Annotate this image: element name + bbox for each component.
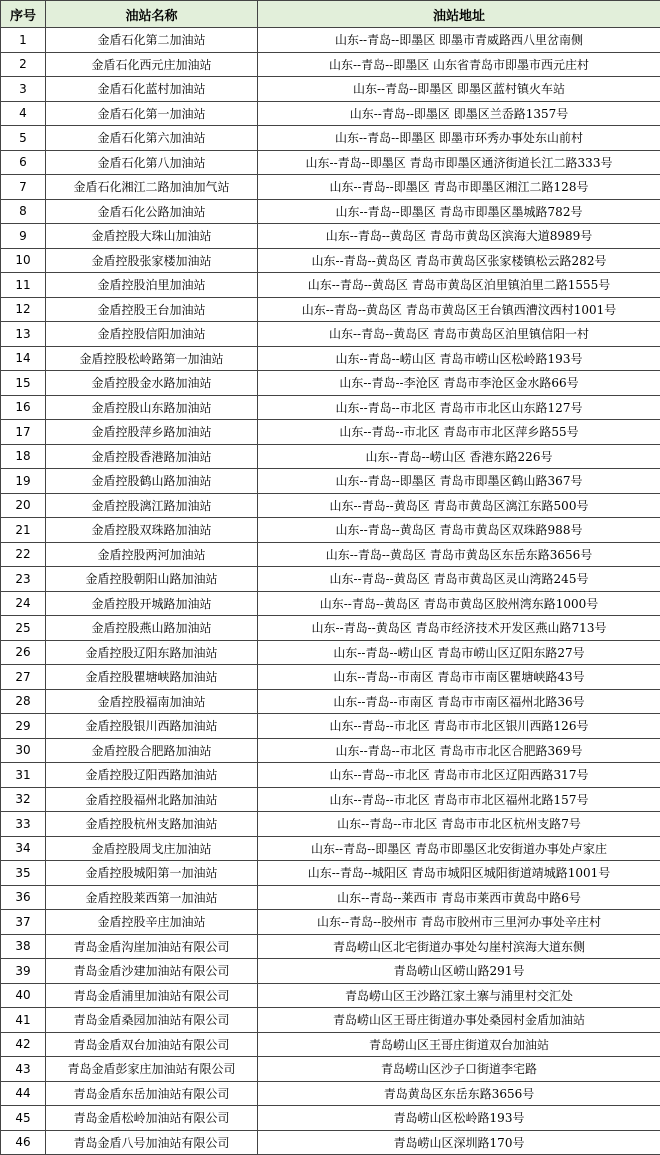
station-name: 金盾石化西元庄加油站 xyxy=(46,52,258,77)
station-name: 金盾控股莱西第一加油站 xyxy=(46,885,258,910)
station-address: 山东--青岛--市北区 青岛市市北区福州北路157号 xyxy=(258,787,660,812)
row-index: 27 xyxy=(1,665,46,690)
station-name: 金盾控股松岭路第一加油站 xyxy=(46,346,258,371)
row-index: 40 xyxy=(1,983,46,1008)
row-index: 6 xyxy=(1,150,46,175)
row-index: 3 xyxy=(1,77,46,102)
station-address: 青岛崂山区王哥庄街道办事处桑园村金盾加油站 xyxy=(258,1008,660,1033)
station-address: 山东--青岛--黄岛区 青岛市黄岛区双珠路988号 xyxy=(258,518,660,543)
station-name: 青岛金盾双台加油站有限公司 xyxy=(46,1032,258,1057)
station-name: 金盾控股鹤山路加油站 xyxy=(46,469,258,494)
header-address: 油站地址 xyxy=(258,1,660,28)
station-address: 山东--青岛--即墨区 青岛市即墨区湘江二路128号 xyxy=(258,175,660,200)
table-row xyxy=(1,346,660,371)
table-row xyxy=(1,787,660,812)
station-address: 山东--青岛--崂山区 青岛市崂山区松岭路193号 xyxy=(258,346,660,371)
table-row xyxy=(1,224,660,249)
station-name: 金盾石化第六加油站 xyxy=(46,126,258,151)
table-row xyxy=(1,297,660,322)
station-name: 金盾控股张家楼加油站 xyxy=(46,248,258,273)
station-address: 山东--青岛--即墨区 即墨市环秀办事处东山前村 xyxy=(258,126,660,151)
row-index: 30 xyxy=(1,738,46,763)
table-row xyxy=(1,28,660,53)
row-index: 10 xyxy=(1,248,46,273)
row-index: 16 xyxy=(1,395,46,420)
table-row xyxy=(1,175,660,200)
station-name: 青岛金盾沙建加油站有限公司 xyxy=(46,959,258,984)
row-index: 35 xyxy=(1,861,46,886)
row-index: 28 xyxy=(1,689,46,714)
station-name: 金盾控股辽阳西路加油站 xyxy=(46,763,258,788)
table-row xyxy=(1,934,660,959)
station-address: 山东--青岛--市北区 青岛市市北区山东路127号 xyxy=(258,395,660,420)
station-name: 青岛金盾松岭加油站有限公司 xyxy=(46,1106,258,1131)
table-row xyxy=(1,616,660,641)
station-address: 山东--青岛--李沧区 青岛市李沧区金水路66号 xyxy=(258,371,660,396)
table-row xyxy=(1,959,660,984)
row-index: 8 xyxy=(1,199,46,224)
station-address: 山东--青岛--市北区 青岛市市北区辽阳西路317号 xyxy=(258,763,660,788)
station-address: 山东--青岛--市北区 青岛市市北区杭州支路7号 xyxy=(258,812,660,837)
station-name: 金盾控股瞿塘峡路加油站 xyxy=(46,665,258,690)
row-index: 31 xyxy=(1,763,46,788)
station-name: 金盾控股辛庄加油站 xyxy=(46,910,258,935)
station-name: 金盾控股泊里加油站 xyxy=(46,273,258,298)
station-address: 山东--青岛--黄岛区 青岛市黄岛区漓江东路500号 xyxy=(258,493,660,518)
table-row xyxy=(1,273,660,298)
station-name: 金盾石化第八加油站 xyxy=(46,150,258,175)
table-body xyxy=(1,28,660,1155)
station-address: 山东--青岛--即墨区 即墨区兰岙路1357号 xyxy=(258,101,660,126)
station-address: 山东--青岛--胶州市 青岛市胶州市三里河办事处辛庄村 xyxy=(258,910,660,935)
station-name: 金盾控股朝阳山路加油站 xyxy=(46,567,258,592)
station-address: 山东--青岛--即墨区 山东省青岛市即墨市西元庄村 xyxy=(258,52,660,77)
table-row xyxy=(1,493,660,518)
row-index: 2 xyxy=(1,52,46,77)
station-name: 金盾控股杭州支路加油站 xyxy=(46,812,258,837)
station-name: 青岛金盾沟崖加油站有限公司 xyxy=(46,934,258,959)
row-index: 4 xyxy=(1,101,46,126)
row-index: 38 xyxy=(1,934,46,959)
station-address: 青岛崂山区北宅街道办事处勾崖村滨海大道东侧 xyxy=(258,934,660,959)
row-index: 25 xyxy=(1,616,46,641)
table-row xyxy=(1,714,660,739)
station-address: 青岛崂山区王沙路江家土寨与浦里村交汇处 xyxy=(258,983,660,1008)
station-name: 金盾石化蓝村加油站 xyxy=(46,77,258,102)
row-index: 17 xyxy=(1,420,46,445)
row-index: 36 xyxy=(1,885,46,910)
table-header xyxy=(1,1,660,28)
row-index: 11 xyxy=(1,273,46,298)
station-name: 金盾控股城阳第一加油站 xyxy=(46,861,258,886)
table-row xyxy=(1,1106,660,1131)
row-index: 21 xyxy=(1,518,46,543)
station-name: 金盾控股信阳加油站 xyxy=(46,322,258,347)
table-row xyxy=(1,518,660,543)
table-row xyxy=(1,542,660,567)
table-row xyxy=(1,738,660,763)
table-row xyxy=(1,910,660,935)
station-name: 金盾控股银川西路加油站 xyxy=(46,714,258,739)
table-row xyxy=(1,689,660,714)
row-index: 44 xyxy=(1,1081,46,1106)
station-address: 山东--青岛--黄岛区 青岛市黄岛区滨海大道8989号 xyxy=(258,224,660,249)
station-name: 金盾石化公路加油站 xyxy=(46,199,258,224)
station-address: 青岛崂山区崂山路291号 xyxy=(258,959,660,984)
station-name: 金盾石化第二加油站 xyxy=(46,28,258,53)
station-address: 山东--青岛--即墨区 即墨区蓝村镇火车站 xyxy=(258,77,660,102)
station-name: 金盾控股萍乡路加油站 xyxy=(46,420,258,445)
row-index: 12 xyxy=(1,297,46,322)
header-index: 序号 xyxy=(1,1,46,28)
row-index: 34 xyxy=(1,836,46,861)
station-name: 青岛金盾彭家庄加油站有限公司 xyxy=(46,1057,258,1082)
table-row xyxy=(1,665,660,690)
table-row xyxy=(1,199,660,224)
station-name: 金盾控股燕山路加油站 xyxy=(46,616,258,641)
header-name: 油站名称 xyxy=(46,1,258,28)
header-row xyxy=(1,1,660,28)
station-address: 山东--青岛--即墨区 青岛市即墨区鹤山路367号 xyxy=(258,469,660,494)
table-row xyxy=(1,836,660,861)
station-address: 山东--青岛--市南区 青岛市市南区福州北路36号 xyxy=(258,689,660,714)
station-name: 金盾控股双珠路加油站 xyxy=(46,518,258,543)
row-index: 7 xyxy=(1,175,46,200)
station-name: 金盾控股香港路加油站 xyxy=(46,444,258,469)
table-row xyxy=(1,1008,660,1033)
table-row xyxy=(1,763,660,788)
table-row xyxy=(1,885,660,910)
station-address: 山东--青岛--黄岛区 青岛市黄岛区胶州湾东路1000号 xyxy=(258,591,660,616)
table-row xyxy=(1,77,660,102)
station-address: 山东--青岛--黄岛区 青岛市黄岛区张家楼镇松云路282号 xyxy=(258,248,660,273)
row-index: 42 xyxy=(1,1032,46,1057)
row-index: 13 xyxy=(1,322,46,347)
row-index: 43 xyxy=(1,1057,46,1082)
station-name: 青岛金盾东岳加油站有限公司 xyxy=(46,1081,258,1106)
table-row xyxy=(1,640,660,665)
station-name: 金盾控股福南加油站 xyxy=(46,689,258,714)
station-name: 金盾控股山东路加油站 xyxy=(46,395,258,420)
table-row xyxy=(1,1081,660,1106)
station-name: 金盾控股两河加油站 xyxy=(46,542,258,567)
table-row xyxy=(1,371,660,396)
table-row xyxy=(1,861,660,886)
station-name: 金盾控股漓江路加油站 xyxy=(46,493,258,518)
row-index: 33 xyxy=(1,812,46,837)
row-index: 1 xyxy=(1,28,46,53)
table-row xyxy=(1,567,660,592)
station-address: 山东--青岛--莱西市 青岛市莱西市黄岛中路6号 xyxy=(258,885,660,910)
table-row xyxy=(1,52,660,77)
station-address: 青岛崂山区深圳路170号 xyxy=(258,1130,660,1155)
row-index: 41 xyxy=(1,1008,46,1033)
station-name: 金盾控股辽阳东路加油站 xyxy=(46,640,258,665)
table-row xyxy=(1,469,660,494)
station-name: 青岛金盾桑园加油站有限公司 xyxy=(46,1008,258,1033)
station-address: 山东--青岛--崂山区 青岛市崂山区辽阳东路27号 xyxy=(258,640,660,665)
station-address: 山东--青岛--崂山区 香港东路226号 xyxy=(258,444,660,469)
station-address: 青岛黄岛区东岳东路3656号 xyxy=(258,1081,660,1106)
row-index: 5 xyxy=(1,126,46,151)
station-name: 金盾控股王台加油站 xyxy=(46,297,258,322)
station-address: 青岛崂山区沙子口街道李宅路 xyxy=(258,1057,660,1082)
station-name: 金盾控股合肥路加油站 xyxy=(46,738,258,763)
row-index: 22 xyxy=(1,542,46,567)
station-address: 山东--青岛--黄岛区 青岛市黄岛区东岳东路3656号 xyxy=(258,542,660,567)
station-name: 金盾控股大珠山加油站 xyxy=(46,224,258,249)
station-address: 山东--青岛--即墨区 即墨市青威路西八里岔南侧 xyxy=(258,28,660,53)
station-address: 青岛崂山区松岭路193号 xyxy=(258,1106,660,1131)
station-address: 山东--青岛--即墨区 青岛市即墨区北安街道办事处卢家庄 xyxy=(258,836,660,861)
table-row xyxy=(1,812,660,837)
station-name: 青岛金盾浦里加油站有限公司 xyxy=(46,983,258,1008)
row-index: 14 xyxy=(1,346,46,371)
row-index: 46 xyxy=(1,1130,46,1155)
station-address: 山东--青岛--市北区 青岛市市北区银川西路126号 xyxy=(258,714,660,739)
row-index: 18 xyxy=(1,444,46,469)
row-index: 19 xyxy=(1,469,46,494)
row-index: 32 xyxy=(1,787,46,812)
station-address: 山东--青岛--黄岛区 青岛市黄岛区王台镇西漕汶西村1001号 xyxy=(258,297,660,322)
station-name: 金盾控股开城路加油站 xyxy=(46,591,258,616)
station-address: 山东--青岛--市南区 青岛市市南区瞿塘峡路43号 xyxy=(258,665,660,690)
table-row xyxy=(1,1130,660,1155)
row-index: 23 xyxy=(1,567,46,592)
station-address: 青岛崂山区王哥庄街道双台加油站 xyxy=(258,1032,660,1057)
station-name: 金盾控股金水路加油站 xyxy=(46,371,258,396)
table-row xyxy=(1,1032,660,1057)
table-row xyxy=(1,322,660,347)
row-index: 37 xyxy=(1,910,46,935)
table-row xyxy=(1,444,660,469)
row-index: 20 xyxy=(1,493,46,518)
station-name: 金盾控股周戈庄加油站 xyxy=(46,836,258,861)
station-address: 山东--青岛--黄岛区 青岛市黄岛区泊里镇泊里二路1555号 xyxy=(258,273,660,298)
row-index: 15 xyxy=(1,371,46,396)
station-address: 山东--青岛--黄岛区 青岛市黄岛区泊里镇信阳一村 xyxy=(258,322,660,347)
table-row xyxy=(1,395,660,420)
table-row xyxy=(1,983,660,1008)
table-row xyxy=(1,150,660,175)
station-address: 山东--青岛--市北区 青岛市市北区合肥路369号 xyxy=(258,738,660,763)
row-index: 24 xyxy=(1,591,46,616)
station-address: 山东--青岛--城阳区 青岛市城阳区城阳街道靖城路1001号 xyxy=(258,861,660,886)
table-row xyxy=(1,126,660,151)
table-row xyxy=(1,420,660,445)
station-address: 山东--青岛--即墨区 青岛市即墨区墨城路782号 xyxy=(258,199,660,224)
station-address: 山东--青岛--即墨区 青岛市即墨区通济街道长江二路333号 xyxy=(258,150,660,175)
station-address: 山东--青岛--黄岛区 青岛市黄岛区灵山湾路245号 xyxy=(258,567,660,592)
station-address: 山东--青岛--市北区 青岛市市北区萍乡路55号 xyxy=(258,420,660,445)
table-row xyxy=(1,1057,660,1082)
station-name: 金盾石化湘江二路加油加气站 xyxy=(46,175,258,200)
station-name: 青岛金盾八号加油站有限公司 xyxy=(46,1130,258,1155)
table-row xyxy=(1,101,660,126)
row-index: 26 xyxy=(1,640,46,665)
table-row xyxy=(1,248,660,273)
row-index: 39 xyxy=(1,959,46,984)
table-row xyxy=(1,591,660,616)
station-address: 山东--青岛--黄岛区 青岛市经济技术开发区燕山路713号 xyxy=(258,616,660,641)
row-index: 45 xyxy=(1,1106,46,1131)
row-index: 29 xyxy=(1,714,46,739)
row-index: 9 xyxy=(1,224,46,249)
station-name: 金盾石化第一加油站 xyxy=(46,101,258,126)
station-name: 金盾控股福州北路加油站 xyxy=(46,787,258,812)
